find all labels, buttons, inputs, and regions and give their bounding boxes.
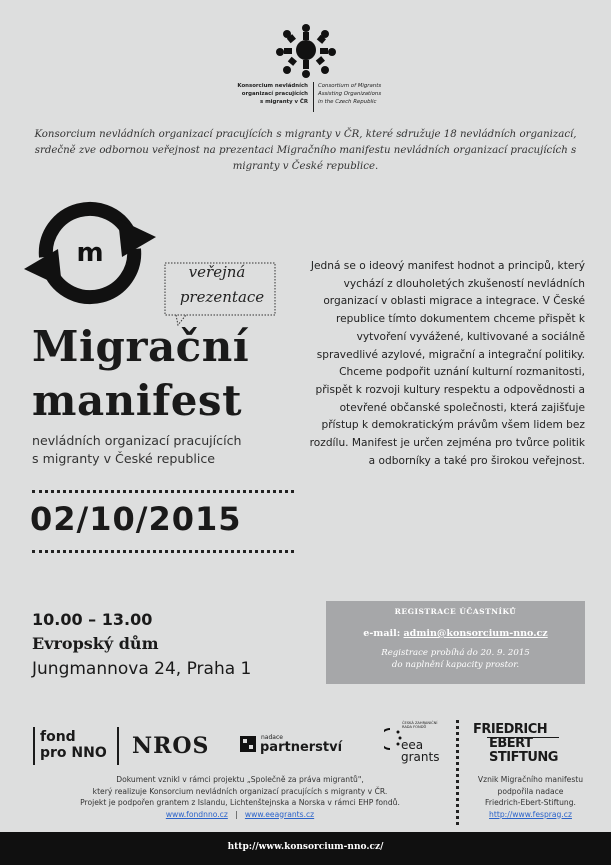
partnerstvi-icon [240, 736, 256, 752]
fes-logo: STIFTUNG [489, 750, 558, 765]
fond-logo: fond [40, 729, 76, 745]
eea-grants-logo: eea [401, 738, 424, 752]
dotted-divider [32, 550, 294, 554]
fesprag-link[interactable]: http://www.fesprag.cz [489, 809, 572, 819]
consortium-logo-icon [268, 20, 344, 80]
manifest-description: Jedná se o ideový manifest hodnot a principů, který vychází z dlouholetých zkušeností nevládních organizací v oblasti migrace a integrace. V České republice tímto dokumentem chceme přispět k vytvoření vyvážené, kultivované a sociálně spravedlivé azylové, migrační a integrační politiky. Chceme podpořit uznání kulturní rozmanitosti, přispět k rozvoji kultury respektu a odpovědnosti a otevřené občanské společnosti, která zajišťuje přístup k demokratickým právům všem lidem bez rozdílu. Manifest je určen zejména pro tvůrce politik a odborníky a také pro širokou veřejnost. [309, 260, 585, 467]
event-time: 10.00 – 13.00 [32, 610, 153, 629]
registration-note: do naplnění kapacity prostor. [391, 660, 520, 670]
header-divider [313, 82, 314, 112]
page-title-line2: manifest [32, 376, 242, 425]
partnerstvi-logo: partnerství [260, 740, 343, 755]
footer-project-info: Dokument vznikl v rámci projektu „Společně za práva migrantů", který realizuje Konsorcium nevládních organizací pracujících s migranty v ČR. Projekt je podpořen grantem z Islandu, Lichtenštejnska a Norska v rámci EHP fondů. www.fondnno.cz | www.eeagrants.cz [80, 775, 400, 819]
registration-title: REGISTRACE ÚČASTNÍKŮ [394, 607, 517, 616]
event-venue: Evropský dům [32, 634, 159, 653]
vertical-dotted-divider [456, 720, 459, 825]
registration-email-line [326, 628, 585, 639]
fes-logo: EBERT [489, 736, 533, 751]
bubble-text-line1: veřejná [188, 263, 246, 281]
fes-logo: FRIEDRICH [473, 722, 548, 737]
fond-logo-bar [33, 727, 35, 765]
eea-grants-logo: grants [401, 750, 440, 764]
dotted-divider [32, 490, 294, 494]
fondnno-link[interactable]: www.fondnno.cz [165, 809, 228, 819]
registration-email-link[interactable]: admin@konsorcium-nno.cz [403, 628, 548, 639]
fond-logo: pro NNO [40, 745, 107, 761]
registration-note: Registrace probíhá do 20. 9. 2015 [381, 648, 530, 658]
logo-letter: m [76, 238, 104, 268]
nadace-label: nadace [261, 734, 283, 741]
eeagrants-link[interactable]: www.eeagrants.cz [244, 809, 315, 819]
event-date: 02/10/2015 [30, 500, 242, 538]
fond-logo-bar [117, 727, 119, 765]
nros-logo: NROS [132, 733, 210, 759]
bubble-text-line2: prezentace [179, 288, 265, 306]
footer-fes-info: Vznik Migračního manifestu podpořila nadace Friedrich-Ebert-Stiftung. http://www.fesprag.cz [477, 775, 584, 819]
event-address: Jungmannova 24, Praha 1 [32, 659, 252, 679]
migration-cycle-icon [22, 197, 158, 309]
invitation-text: Konsorcium nevládních organizací pracujících s migranty v ČR, které sdružuje 18 nevládních organizací, srdečně zve odbornou veřejnost na prezentaci Migračního manifestu nevládních organizací pracujících s migranty v České republice. [34, 129, 577, 172]
eea-small-text: ČESKÁ ZAHRANIČNÍ RADA FONDŮ [402, 721, 438, 729]
link-separator: | [235, 809, 238, 819]
website-link[interactable]: http://www.konsorcium-nno.cz/ [227, 842, 384, 852]
consortium-name-en: Consortium of Migrants Assisting Organizations in the Czech Republic [318, 83, 382, 105]
email-label: e-mail: [363, 628, 401, 639]
page-title-line1: Migrační [32, 322, 250, 371]
consortium-name-cz: Konsorcium nevládních organizací pracujících s migranty v ČR [237, 83, 308, 105]
page-subtitle: nevládních organizací pracujících s migranty v České republice [32, 433, 242, 466]
